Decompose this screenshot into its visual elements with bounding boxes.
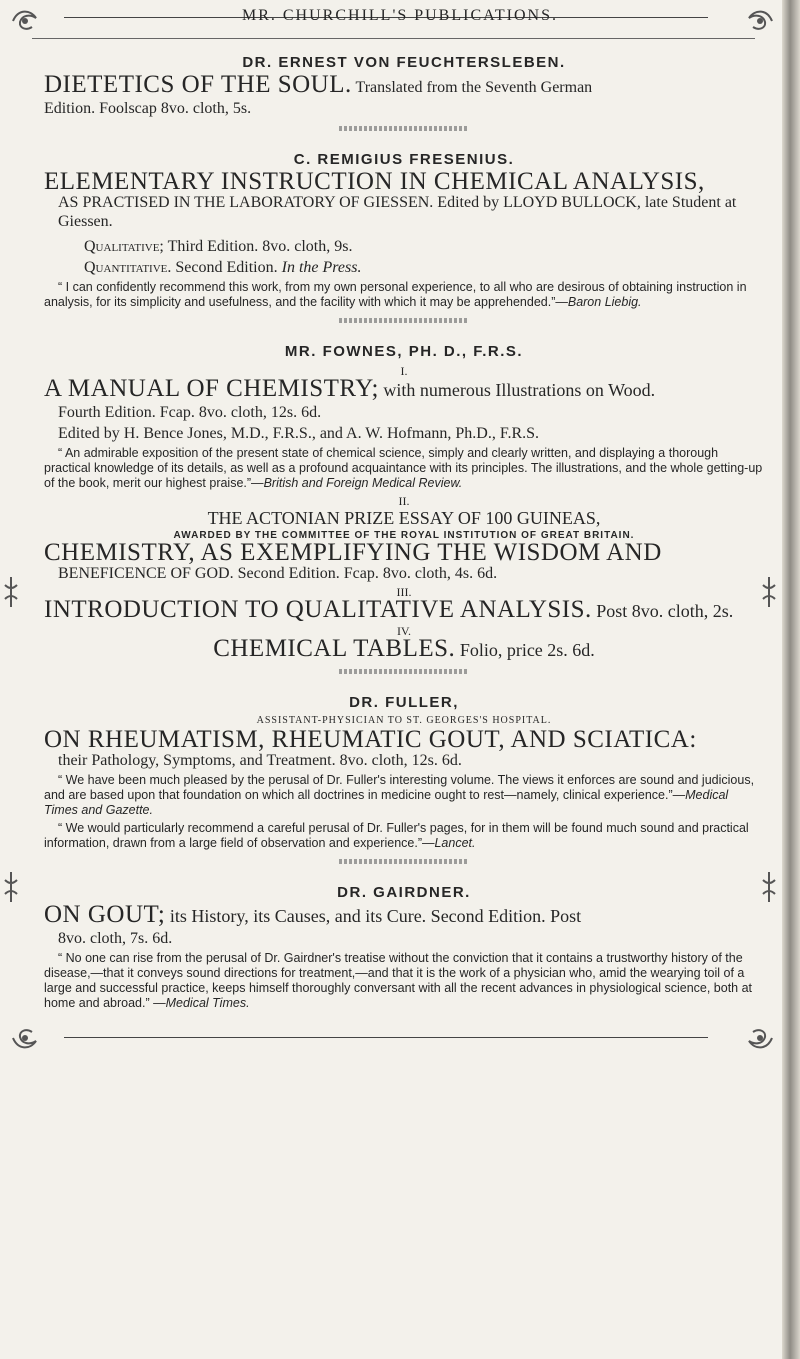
quote-source: Baron Liebig. (567, 295, 642, 309)
book-spine-edge (782, 0, 800, 1359)
quote-text: “ An admirable exposition of the present state of chemical science, simply and clearly written, and displaying a thorough practical knowledge of its details, as well as a profound acquaintance with its principles. The illustrations, and the whole getting-up of the book, merit our highest praise.”— (44, 446, 763, 490)
author-heading: DR. GAIRDNER. (337, 884, 471, 901)
quote-text: “ We would particularly recommend a careful perusal of Dr. Fuller's pages, for in them will be found much sound and practical information, drawn from a large field of observation and experience.”— (44, 821, 749, 850)
book-title: ON GOUT; (44, 901, 166, 928)
book-entry (44, 596, 764, 623)
book-description: Translated from the Seventh German (351, 79, 593, 96)
edition-text: Second Edition. (171, 259, 282, 276)
book-entry (44, 635, 764, 662)
edition-label: Quantitative. (84, 259, 172, 276)
item-number: IV. (396, 624, 412, 638)
quote-source: Medical Times. (165, 996, 250, 1010)
review-quote (44, 821, 764, 851)
review-quote (44, 951, 764, 1011)
side-ornament-icon (2, 870, 20, 904)
book-description: AS PRACTISED IN THE LABORATORY OF GIESSEN. Edited by LLOYD BULLOCK, late Student at Giessen. (58, 194, 737, 230)
review-quote (44, 446, 764, 491)
flourish-ornament-icon (10, 1023, 40, 1053)
quote-source: Medical Times and Gazette. (44, 788, 729, 817)
edition-line (44, 237, 764, 256)
book-description: Second Edition. Fcap. 8vo. cloth, 4s. 6d. (233, 565, 498, 582)
item-number: II. (398, 494, 410, 508)
book-title-continued: BENEFICENCE OF GOD. (58, 565, 234, 582)
author-heading: DR. ERNEST VON FEUCHTERSLEBEN. (242, 54, 566, 71)
book-description: Post 8vo. cloth, 2s. (591, 601, 734, 621)
book-title: CHEMICAL TABLES. (213, 635, 456, 662)
book-title: A MANUAL OF CHEMISTRY; (44, 375, 379, 402)
item-number: III. (396, 585, 412, 599)
book-title: CHEMISTRY, AS EXEMPLIFYING THE WISDOM AND (44, 539, 662, 566)
book-entry (44, 901, 764, 928)
book-title: DIETETICS OF THE SOUL. (44, 71, 352, 98)
book-description: Edition. Foolscap 8vo. cloth, 5s. (44, 100, 252, 117)
quote-source: Lancet. (434, 836, 476, 850)
book-title: ELEMENTARY INSTRUCTION IN CHEMICAL ANALYSIS, (44, 168, 705, 195)
flourish-ornament-icon (745, 1023, 775, 1053)
edition-text: Third Edition. 8vo. cloth, 9s. (163, 238, 353, 255)
edition-line (44, 258, 764, 277)
edition-status: In the Press. (281, 259, 362, 276)
item-number: I. (400, 364, 408, 378)
author-subtitle: ASSISTANT-PHYSICIAN TO ST. GEORGES'S HOSPITAL. (256, 715, 552, 726)
section-divider (339, 318, 469, 323)
author-heading: MR. FOWNES, PH. D., F.R.S. (284, 343, 524, 360)
section-divider (339, 859, 469, 864)
book-title: THE ACTONIAN PRIZE ESSAY OF 100 GUINEAS, (207, 508, 601, 528)
award-line: AWARDED BY THE COMMITTEE OF THE ROYAL INSTITUTION OF GREAT BRITAIN. (173, 530, 635, 541)
review-quote (44, 280, 764, 310)
edition-label: Qualitative; (84, 238, 164, 255)
section-divider (339, 669, 469, 674)
side-ornament-icon (2, 575, 20, 609)
section-divider (339, 126, 469, 131)
book-description: their Pathology, Symptoms, and Treatment. 8vo. cloth, 12s. 6d. (58, 752, 462, 769)
book-description: with numerous Illustrations on Wood. (378, 380, 656, 400)
author-heading: DR. FULLER, (349, 694, 459, 711)
book-title: ON RHEUMATISM, RHEUMATIC GOUT, AND SCIATICA: (44, 726, 697, 753)
book-description: its History, its Causes, and its Cure. Second Edition. Post (165, 906, 582, 926)
book-title: INTRODUCTION TO QUALITATIVE ANALYSIS. (44, 596, 592, 623)
book-entry (44, 564, 764, 583)
bottom-rule (64, 1037, 708, 1038)
review-quote (44, 773, 764, 818)
book-description: 8vo. cloth, 7s. 6d. (58, 930, 173, 947)
book-entry (44, 71, 764, 98)
running-header: MR. CHURCHILL'S PUBLICATIONS. (241, 7, 559, 24)
book-description: Fourth Edition. Fcap. 8vo. cloth, 12s. 6d. (58, 404, 322, 421)
quote-text: “ No one can rise from the perusal of Dr. Gairdner's treatise without the conviction that it contains a trustworthy history of the disease,—that it conveys sound directions for treatment,—and that it is the work of a physician who, amid the wearying toil of a large and successful practice, keeps himself thoroughly conversant with all the recent advances in physiological science, both at home and abroad.” — (44, 951, 753, 1010)
author-heading: C. REMIGIUS FRESENIUS. (293, 151, 515, 168)
editor-line: Edited by H. Bence Jones, M.D., F.R.S., and A. W. Hofmann, Ph.D., F.R.S. (58, 425, 540, 442)
book-entry (44, 375, 764, 402)
advertisement-content (44, 48, 764, 1014)
quote-text: “ I can confidently recommend this work, from my own personal experience, to all who are desirous of obtaining instruction in analysis, for its simplicity and usefulness, and the facility with which it may be apprehended.”— (44, 280, 747, 309)
header-rule (32, 38, 755, 39)
book-description: Folio, price 2s. 6d. (455, 640, 595, 660)
quote-source: British and Foreign Medical Review. (263, 476, 463, 490)
quote-text: “ We have been much pleased by the perusal of Dr. Fuller's interesting volume. The views it enforces are sound and judicious, and are based upon that foundation on which all doctrines in medicine ought to rest—namely, clinical experience.”— (44, 773, 755, 802)
